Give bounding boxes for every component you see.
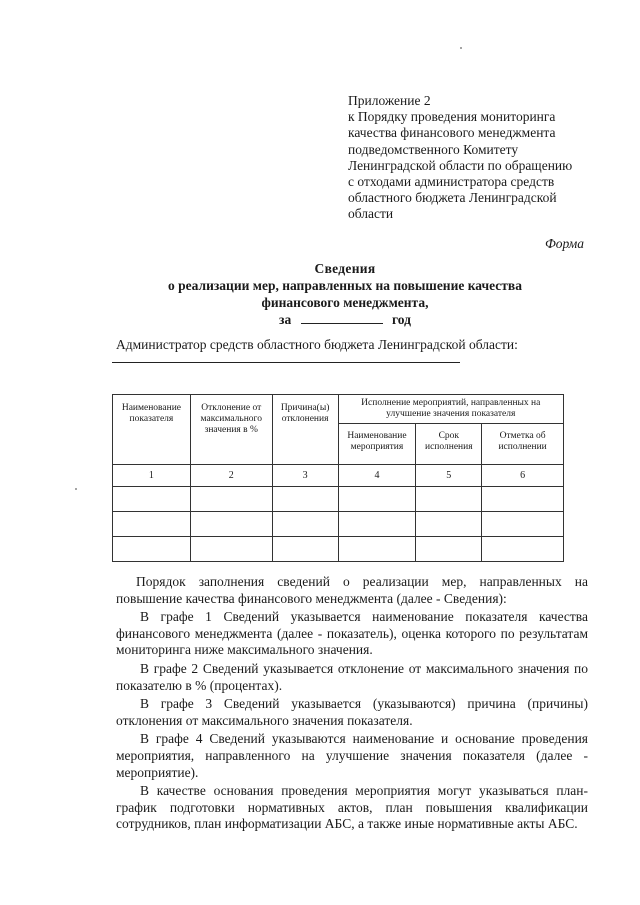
appendix-line: Приложение 2 xyxy=(348,93,431,108)
year-suffix: год xyxy=(391,312,411,327)
column-number: 5 xyxy=(416,465,482,487)
instruction-paragraph: В качестве основания проведения мероприятия могут указываться план-график подготовки нормативных актов, план повышения квалификации сотрудников, план информатизации АБС, а также иные нормативные акты АБС. xyxy=(116,783,588,832)
year-blank-field[interactable] xyxy=(301,311,383,324)
table-cell[interactable] xyxy=(416,487,482,512)
appendix-line: области xyxy=(348,206,394,222)
column-number: 1 xyxy=(113,465,191,487)
table-cell[interactable] xyxy=(190,487,272,512)
year-prefix: за xyxy=(279,312,292,327)
table-cell[interactable] xyxy=(338,487,416,512)
table-cell[interactable] xyxy=(482,512,564,537)
admin-label: Администратор средств областного бюджета Ленинградской области: xyxy=(116,337,518,352)
table-cell[interactable] xyxy=(272,512,338,537)
table-cell[interactable] xyxy=(272,487,338,512)
table-header-row xyxy=(113,395,564,424)
table-cell[interactable] xyxy=(272,537,338,562)
title-line: Сведения xyxy=(314,261,376,276)
header-cell: Причина(ы) отклонения xyxy=(272,395,338,465)
document-title xyxy=(110,260,580,328)
column-number: 2 xyxy=(190,465,272,487)
appendix-line: Ленинградской области по обращению xyxy=(348,157,573,173)
scan-speck xyxy=(460,47,462,49)
form-label: Форма xyxy=(544,236,584,251)
header-cell: Отклонение от максимального значения в % xyxy=(190,395,272,465)
column-number: 6 xyxy=(482,465,564,487)
table-cell[interactable] xyxy=(482,487,564,512)
table-row xyxy=(113,487,564,512)
header-cell: Наименование мероприятия xyxy=(338,424,416,465)
title-line: финансового менеджмента, xyxy=(261,295,429,310)
instructions-text xyxy=(116,574,588,835)
header-cell-group: Исполнение мероприятий, направленных на улучшение значения показателя xyxy=(338,395,563,424)
column-number: 4 xyxy=(338,465,416,487)
form-table xyxy=(112,394,564,562)
admin-blank-field[interactable] xyxy=(112,362,460,363)
instruction-paragraph: В графе 3 Сведений указывается (указываются) причина (причины) отклонения от максимального значения показателя. xyxy=(116,696,588,728)
column-number: 3 xyxy=(272,465,338,487)
table-cell[interactable] xyxy=(338,537,416,562)
table-cell[interactable] xyxy=(190,537,272,562)
table-row xyxy=(113,512,564,537)
table-cell[interactable] xyxy=(482,537,564,562)
appendix-line: с отходами администратора средств xyxy=(348,174,555,190)
title-line: о реализации мер, направленных на повышение качества xyxy=(168,278,522,293)
appendix-line: подведомственного Комитету xyxy=(348,141,519,157)
header-cell: Срок исполнения xyxy=(416,424,482,465)
year-line xyxy=(110,311,580,328)
table-cell[interactable] xyxy=(190,512,272,537)
instruction-paragraph: В графе 4 Сведений указываются наименование и основание проведения мероприятия, направленного на улучшение значения показателя (далее - мероприятие). xyxy=(116,731,588,780)
table-cell[interactable] xyxy=(113,487,191,512)
instruction-paragraph: В графе 1 Сведений указывается наименование показателя качества финансового менеджмента (далее - показатель), оценка которого по результатам мониторинга ниже максимального значения. xyxy=(116,609,588,658)
table-cell[interactable] xyxy=(338,512,416,537)
table-cell[interactable] xyxy=(113,537,191,562)
appendix-line: областного бюджета Ленинградской xyxy=(348,190,557,206)
table-cell[interactable] xyxy=(416,537,482,562)
appendix-line: качества финансового менеджмента xyxy=(348,125,556,141)
table-cell[interactable] xyxy=(113,512,191,537)
appendix-line: к Порядку проведения мониторинга xyxy=(348,109,556,125)
table-number-row xyxy=(113,465,564,487)
appendix-header xyxy=(348,93,598,223)
table-cell[interactable] xyxy=(416,512,482,537)
instruction-paragraph: В графе 2 Сведений указывается отклонение от максимального значения по показателю в % (процентах). xyxy=(116,660,588,693)
header-cell: Наименование показателя xyxy=(113,395,191,465)
table-row xyxy=(113,537,564,562)
header-cell: Отметка об исполнении xyxy=(482,424,564,465)
instruction-paragraph: Порядок заполнения сведений о реализации мер, направленных на повышение качества финансового менеджмента (далее - Сведения): xyxy=(116,574,588,606)
scan-speck xyxy=(75,488,77,490)
